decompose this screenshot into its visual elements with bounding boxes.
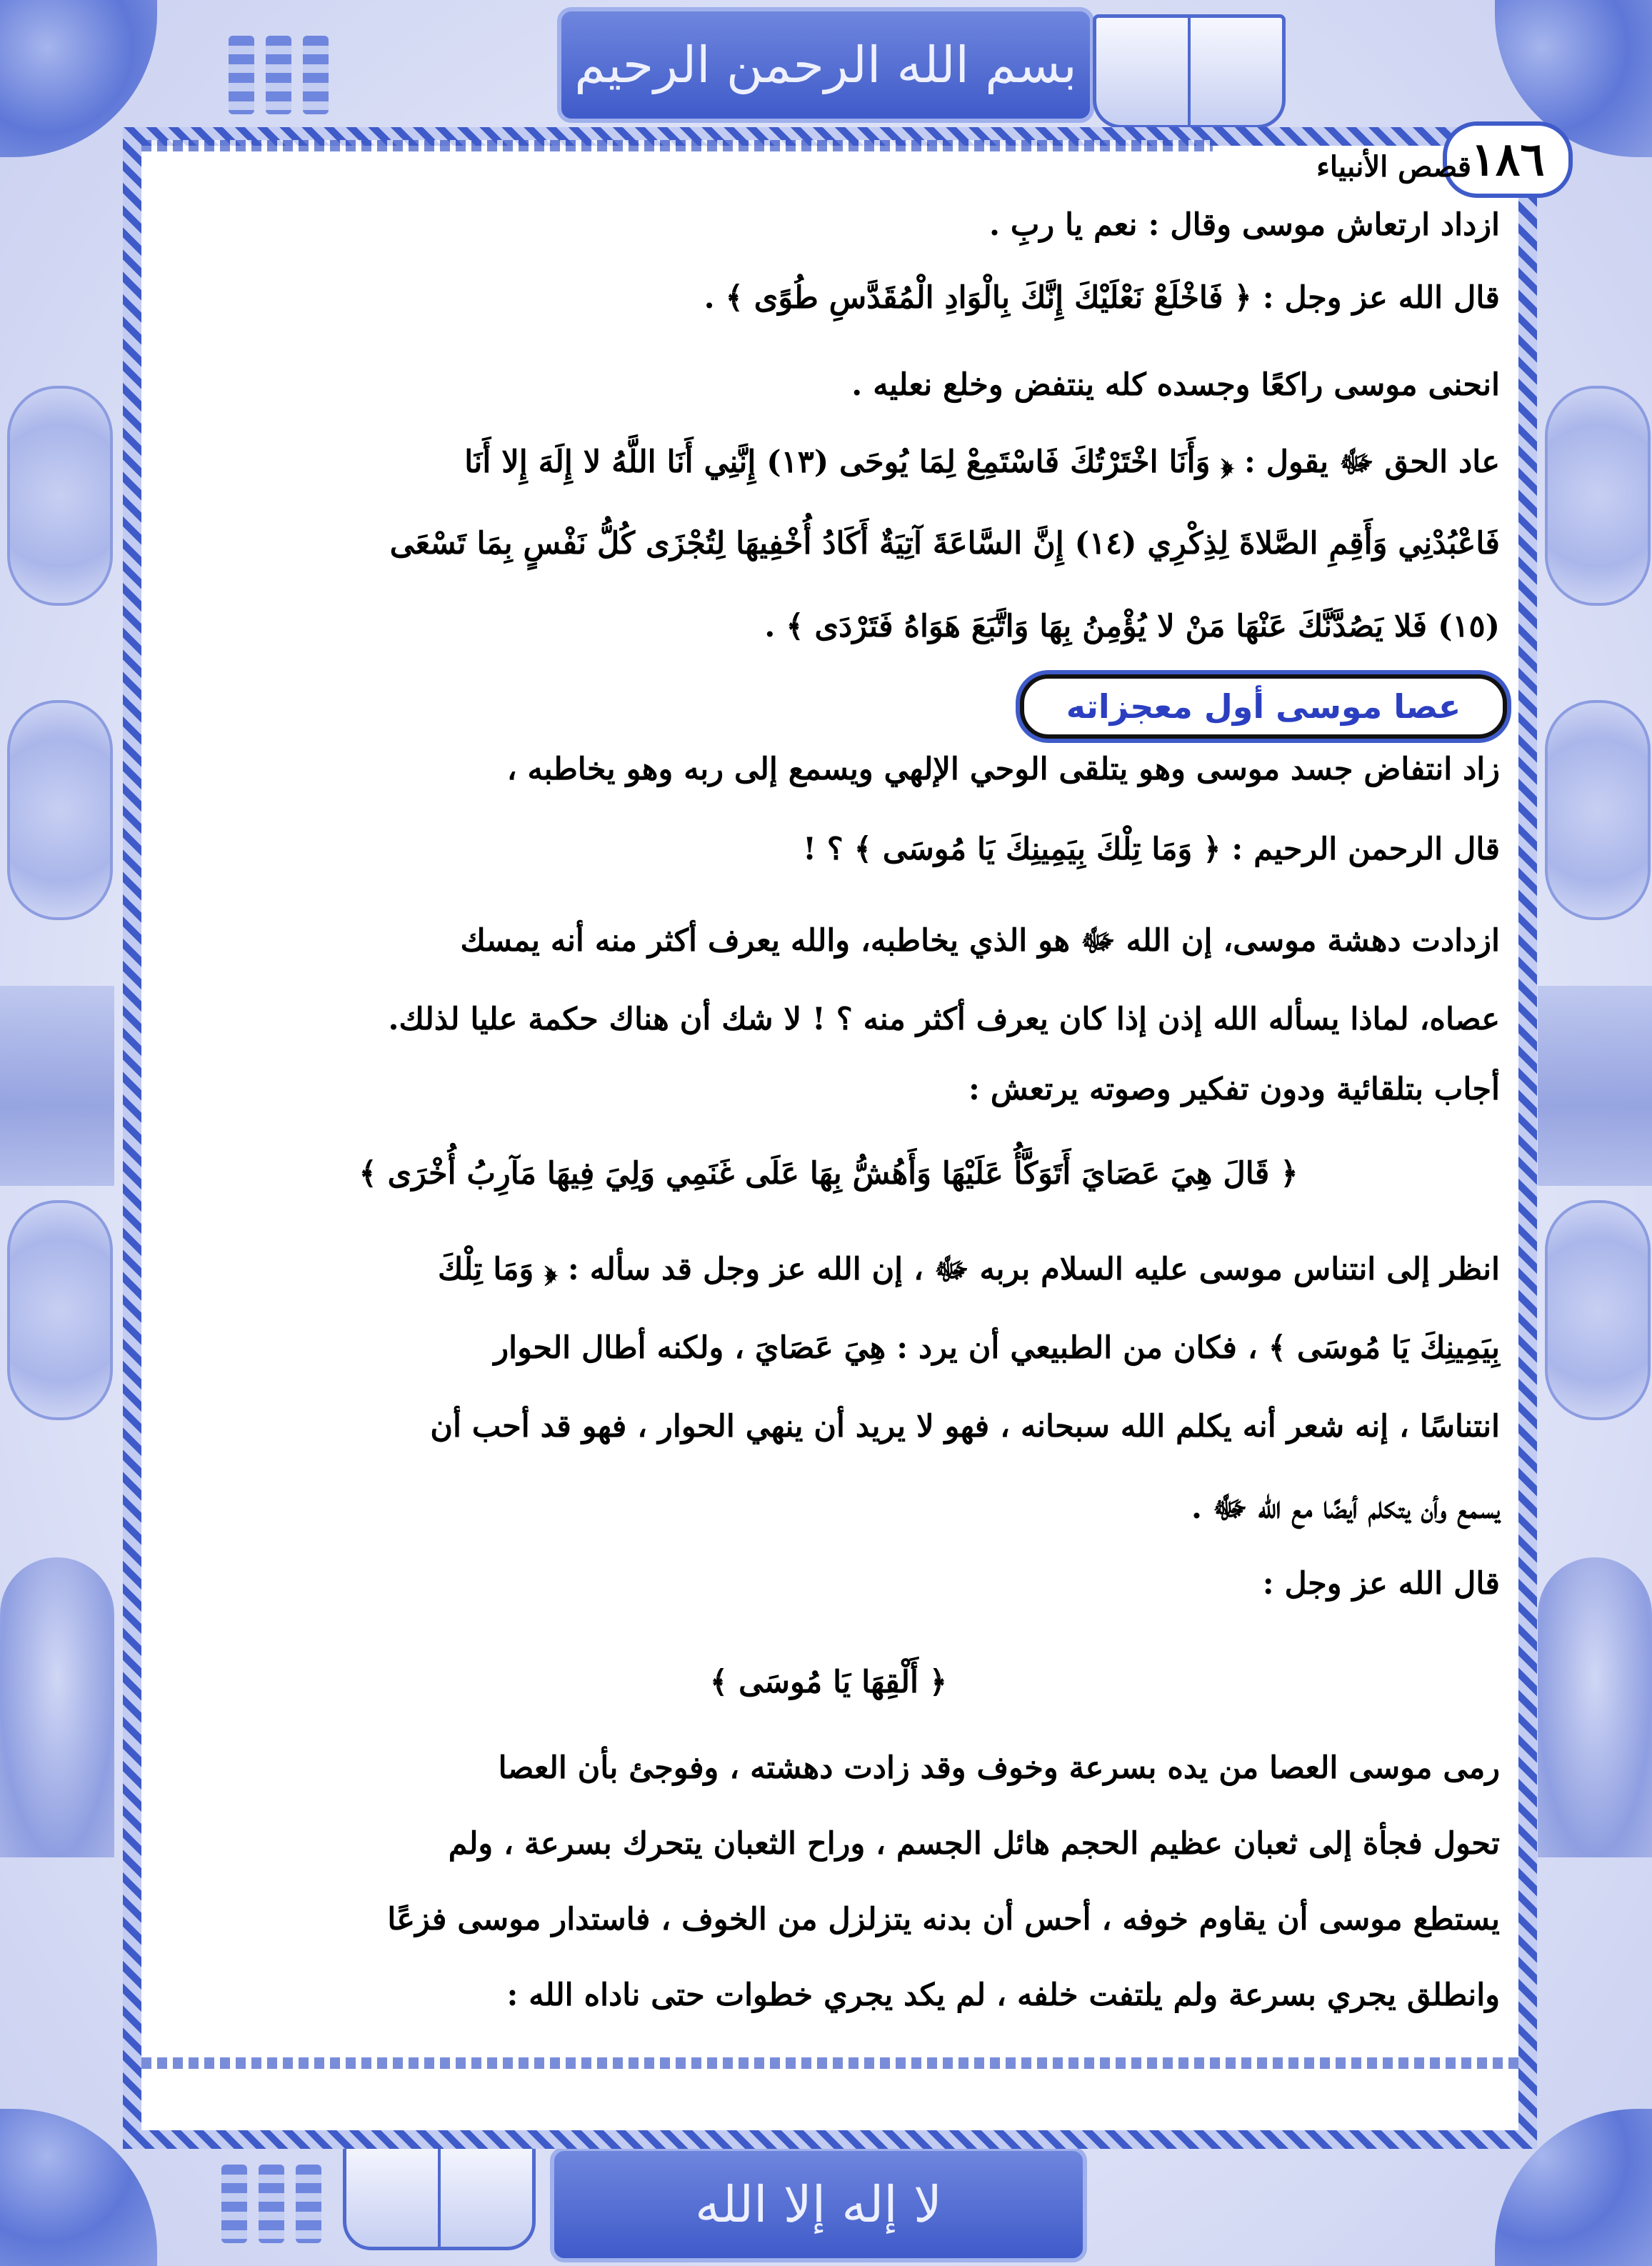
calligraphy-medallion xyxy=(7,386,113,606)
text-line: عاد الحق ﷻ يقول : ﴿ وَأَنَا اخْتَرْتُكَ فَاسْتَمِعْ لِمَا يُوحَى (١٣) إِنَّنِي أَنَا اللَّهُ لا إِلَهَ إِلا أَنَا xyxy=(464,444,1500,480)
text-line: انحنى موسى راكعًا وجسده كله ينتفض وخلع نعليه . xyxy=(851,367,1500,403)
text-line: زاد انتفاض جسد موسى وهو يتلقى الوحي الإلهي ويسمع إلى ربه وهو يخاطبه ، xyxy=(506,752,1500,787)
text-line: تحول فجأة إلى ثعبان عظيم الحجم هائل الجسم ، وراح الثعبان يتحرك بسرعة ، ولم xyxy=(448,1826,1500,1862)
mosque-dome-icon xyxy=(1538,1557,1652,1857)
book-icon xyxy=(1093,14,1286,129)
text-line: عصاه، لماذا يسأله الله إذن إذا كان يعرف أكثر منه ؟ ! لا شك أن هناك حكمة عليا لذلك. xyxy=(388,1002,1500,1037)
text-line: يستطع موسى أن يقاوم خوفه ، أحس أن بدنه يتزلزل من الخوف ، فاستدار موسى فزعًا xyxy=(387,1902,1500,1937)
quran-verse: ﴿ قَالَ هِيَ عَصَايَ أَتَوَكَّأُ عَلَيْهَا وَأَهُشُّ بِهَا عَلَى غَنَمِي وَلِيَ فِيهَا مَآرِبُ أُخْرَى ﴾ xyxy=(359,1156,1298,1192)
running-header: قصص الأنبياء xyxy=(1316,150,1471,184)
page-number: ١٨٦ xyxy=(1443,121,1573,198)
left-decoration xyxy=(0,129,114,2137)
text-line: بِيَمِينِكَ يَا مُوسَى ﴾ ، فكان من الطبيعي أن يرد : هِيَ عَصَايَ ، ولكنه أطال الحوار xyxy=(494,1330,1500,1366)
text-line: وانطلق يجري بسرعة ولم يلتفت خلفه ، لم يكد يجري خطوات حتى ناداه الله : xyxy=(506,1977,1500,2013)
text-line: رمى موسى العصا من يده بسرعة وخوف وقد زادت دهشته ، وفوجئ بأن العصا xyxy=(498,1750,1500,1786)
calligraphy-medallion xyxy=(1545,386,1651,606)
kaaba-icon xyxy=(0,986,114,1186)
right-decoration xyxy=(1538,129,1652,2137)
text-line: يسمع وأن يتكلم أيضًا مع الله ﷻ . xyxy=(1191,1490,1500,1526)
quran-verse: ﴿ أَلْقِهَا يَا مُوسَى ﴾ xyxy=(709,1664,948,1700)
top-banner xyxy=(557,7,1094,123)
footer-rule xyxy=(141,2057,1518,2069)
text-line: انتناسًا ، إنه شعر أنه يكلم الله سبحانه ، فهو لا يريد أن ينهي الحوار ، فهو قد أحب أن xyxy=(430,1409,1500,1444)
calligraphy-medallion xyxy=(7,1200,113,1420)
book-icon xyxy=(343,2136,536,2250)
section-heading: عصا موسى أول معجزاته xyxy=(1020,674,1507,739)
calligraphy-medallion xyxy=(7,700,113,920)
text-line: (١٥) فَلا يَصُدَّنَّكَ عَنْهَا مَنْ لا يُؤْمِنُ بِهَا وَاتَّبَعَ هَوَاهُ فَتَرْدَى ﴾ . xyxy=(764,609,1500,644)
text-line: قال الله عز وجل : ﴿ فَاخْلَعْ نَعْلَيْكَ إِنَّكَ بِالْوَادِ الْمُقَدَّسِ طُوًى ﴾ . xyxy=(704,280,1500,316)
calligraphy-medallion xyxy=(1545,1200,1651,1420)
shahada-text: لا إله إلا الله xyxy=(695,2175,942,2234)
candles-icon xyxy=(207,2136,336,2243)
text-line: فَاعْبُدْنِي وَأَقِمِ الصَّلاةَ لِذِكْرِي (١٤) إِنَّ السَّاعَةَ آتِيَةٌ أَكَادُ أُخْفِيهَا لِتُجْزَى كُلُّ نَفْسٍ بِمَا تَسْعَى xyxy=(389,526,1500,561)
header-rule xyxy=(141,140,1213,151)
text-line: ازداد ارتعاش موسى وقال : نعم يا ربِ . xyxy=(988,207,1500,243)
mosque-dome-icon xyxy=(0,1557,114,1857)
bottom-banner xyxy=(550,2147,1087,2262)
basmala-text: بسم الله الرحمن الرحيم xyxy=(574,36,1077,94)
text-line: انظر إلى انتناس موسى عليه السلام بربه ﷻ ، إن الله عز وجل قد سأله : ﴿ وَمَا تِلْكَ xyxy=(437,1252,1500,1287)
text-line: قال الرحمن الرحيم : ﴿ وَمَا تِلْكَ بِيَمِينِكَ يَا مُوسَى ﴾ ؟ ! xyxy=(803,832,1500,867)
text-line: أجاب بتلقائية ودون تفكير وصوته يرتعش : xyxy=(968,1072,1500,1107)
kaaba-icon xyxy=(1538,986,1652,1186)
text-line: ازدادت دهشة موسى، إن الله ﷻ هو الذي يخاطبه، والله يعرف أكثر منه أنه يمسك xyxy=(460,923,1500,959)
calligraphy-medallion xyxy=(1545,700,1651,920)
candles-icon xyxy=(214,7,343,114)
text-line: قال الله عز وجل : xyxy=(1262,1566,1500,1602)
